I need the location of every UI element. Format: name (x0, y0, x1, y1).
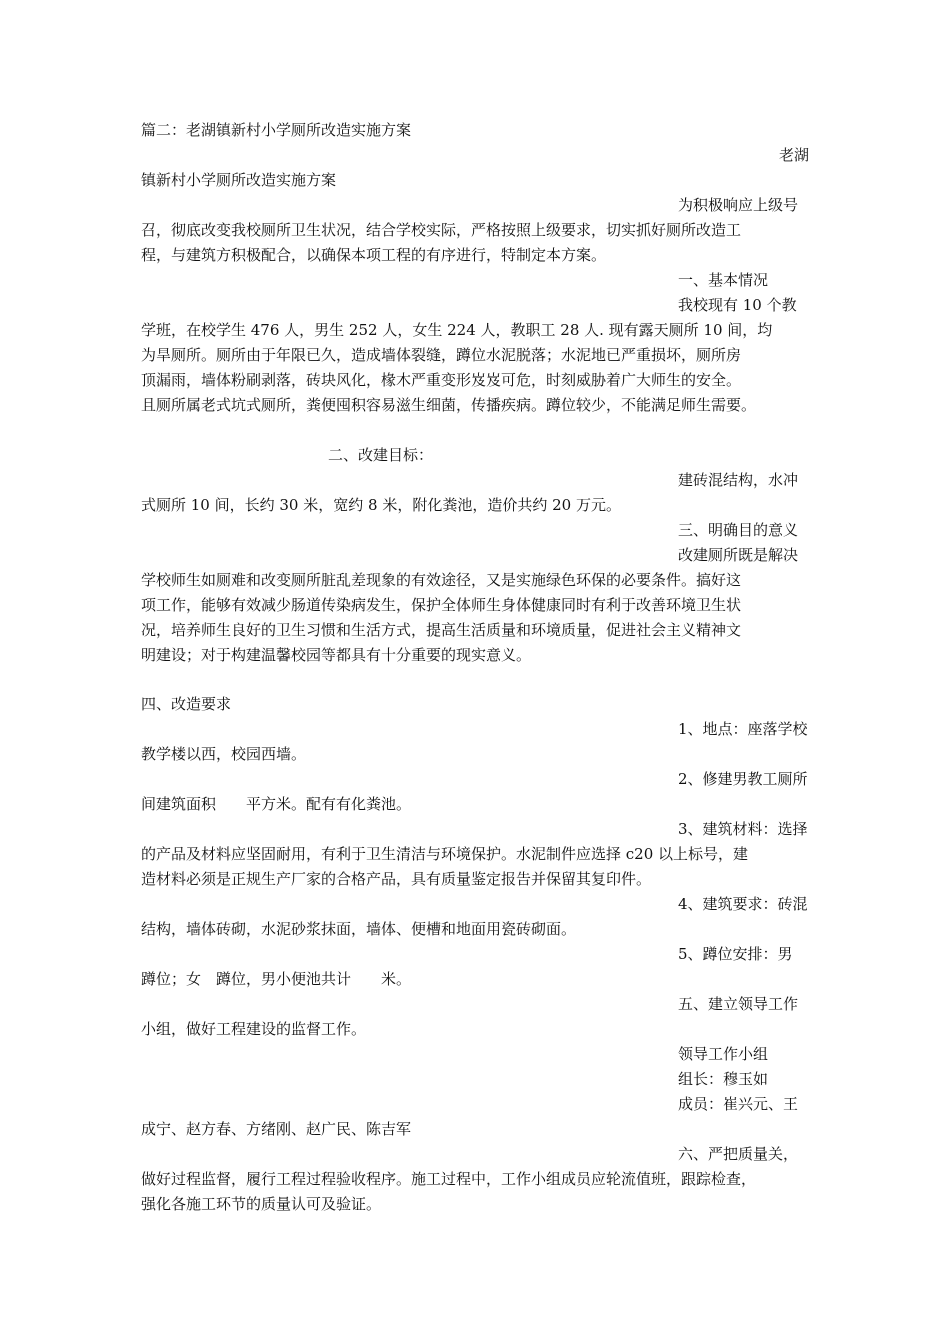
section-4-line: 2、修建男教工厕所 (678, 770, 808, 788)
section-3-line: 明建设；对于构建温馨校园等都具有十分重要的现实意义。 (141, 646, 532, 664)
section-2-line: 建砖混结构，水冲 (678, 471, 799, 489)
section-2-title: 二、改建目标： (328, 446, 434, 464)
section-6-line: 强化各施工环节的质量认可及验证。 (141, 1195, 382, 1213)
section-6-title: 六、严把质量关， (678, 1145, 799, 1163)
section-5-line: 成宁、赵方春、方绪刚、赵广民、陈吉军 (141, 1120, 412, 1138)
title-line-2: 镇新村小学厕所改造实施方案 (141, 171, 337, 189)
document-heading: 篇二：老湖镇新村小学厕所改造实施方案 (141, 121, 412, 139)
section-4-line: 造材料必须是正规生产厂家的合格产品，具有质量鉴定报告并保留其复印件。 (141, 870, 652, 888)
section-5-line: 组长：穆玉如 (678, 1070, 769, 1088)
section-4-line: 教学楼以西，校园西墙。 (141, 745, 307, 763)
title-line-1: 老湖 (778, 146, 809, 164)
section-5-line: 小组，做好工程建设的监督工作。 (141, 1020, 367, 1038)
section-3-line: 学校师生如厕难和改变厕所脏乱差现象的有效途径，又是实施绿色环保的必要条件。搞好这 (141, 571, 742, 589)
section-3-title: 三、明确目的意义 (678, 521, 799, 539)
section-4-line: 1、地点：座落学校 (678, 720, 808, 738)
section-4-title: 四、改造要求 (141, 695, 232, 713)
section-3-line: 改建厕所既是解决 (678, 546, 799, 564)
section-5-title: 五、建立领导工作 (678, 995, 799, 1013)
section-1-line: 学班，在校学生 476 人，男生 252 人，女生 224 人，教职工 28 人. 现有露天厕所 10 间，均 (141, 321, 773, 339)
section-1-line: 且厕所属老式坑式厕所，粪便囤积容易滋生细菌，传播疾病。蹲位较少，不能满足师生需要。 (141, 396, 757, 414)
section-4-line: 间建筑面积 平方米。配有有化粪池。 (141, 795, 412, 813)
intro-line: 召，彻底改变我校厕所卫生状况，结合学校实际，严格按照上级要求，切实抓好厕所改造工 (141, 221, 742, 239)
section-4-line: 蹲位；女 蹲位，男小便池共计 米。 (141, 970, 412, 988)
intro-line: 为积极响应上级号 (678, 196, 799, 214)
section-6-line: 做好过程监督，履行工程过程验收程序。施工过程中，工作小组成员应轮流值班，跟踪检查， (141, 1170, 757, 1188)
section-2-line: 式厕所 10 间，长约 30 米，宽约 8 米，附化粪池，造价共约 20 万元。 (141, 496, 621, 514)
section-4-line: 5、蹲位安排：男 (678, 945, 793, 963)
section-3-line: 项工作，能够有效减少肠道传染病发生，保护全体师生身体健康同时有利于改善环境卫生状 (141, 596, 742, 614)
section-1-line: 我校现有 10 个教 (678, 296, 797, 314)
section-4-line: 3、建筑材料：选择 (678, 820, 808, 838)
intro-line: 程，与建筑方积极配合，以确保本项工程的有序进行，特制定本方案。 (141, 246, 607, 264)
section-1-line: 为旱厕所。厕所由于年限已久，造成墙体裂缝，蹲位水泥脱落；水泥地已严重损坏，厕所房 (141, 346, 742, 364)
section-4-line: 4、建筑要求：砖混 (678, 895, 808, 913)
section-5-line: 领导工作小组 (678, 1045, 769, 1063)
section-3-line: 况，培养师生良好的卫生习惯和生活方式，提高生活质量和环境质量，促进社会主义精神文 (141, 621, 742, 639)
section-5-line: 成员：崔兴元、王 (678, 1095, 799, 1113)
section-1-line: 顶漏雨，墙体粉刷剥落，砖块风化，椽木严重变形岌岌可危，时刻威胁着广大师生的安全。 (141, 371, 742, 389)
section-4-line: 的产品及材料应坚固耐用，有利于卫生清洁与环境保护。水泥制件应选择 c20 以上标号，建 (141, 845, 749, 863)
section-1-title: 一、基本情况 (678, 271, 769, 289)
section-4-line: 结构，墙体砖砌，水泥砂浆抹面，墙体、便槽和地面用瓷砖砌面。 (141, 920, 577, 938)
